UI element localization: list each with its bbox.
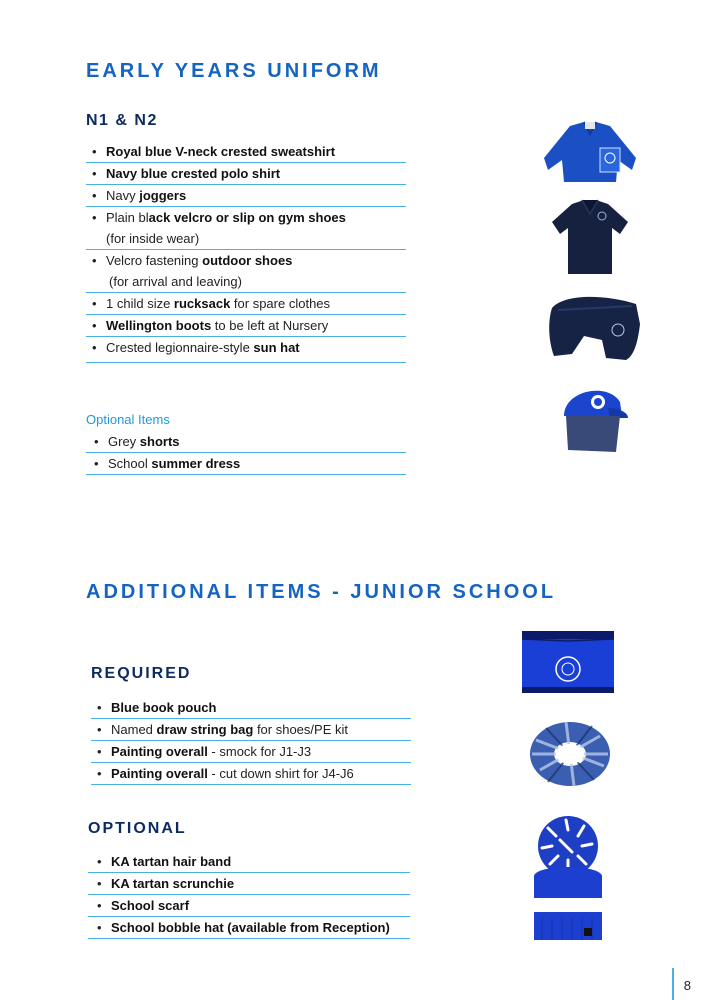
list-item: • Navy joggers — [86, 185, 406, 207]
optional-items-label: Optional Items — [86, 412, 170, 427]
page-title-early-years: EARLY YEARS UNIFORM — [86, 60, 382, 82]
list-item: • 1 child size rucksack for spare clothes — [86, 293, 406, 315]
list-item: • KA tartan scrunchie — [88, 873, 410, 895]
list-item: • Named draw string bag for shoes/PE kit — [91, 719, 411, 741]
list-item: • KA tartan hair band — [88, 851, 410, 873]
book-pouch-image — [520, 627, 616, 697]
page-number-divider — [672, 968, 674, 1000]
junior-optional-list — [88, 851, 410, 939]
early-years-optional-list — [86, 431, 406, 475]
list-item: • Royal blue V-neck crested sweatshirt — [86, 141, 406, 163]
polo-shirt-image — [548, 196, 632, 280]
list-item: • Blue book pouch — [91, 697, 411, 719]
early-years-list — [86, 141, 406, 363]
scrunchie-image — [526, 716, 614, 792]
required-list — [91, 697, 411, 785]
list-item: • Navy blue crested polo shirt — [86, 163, 406, 185]
required-title: REQUIRED — [91, 665, 192, 682]
list-item: • School scarf — [88, 895, 410, 917]
list-item: • Crested legionnaire-style sun hat — [86, 337, 406, 363]
sweatshirt-image — [540, 118, 640, 188]
sun-hat-image — [558, 378, 630, 458]
subtitle-n1-n2: N1 & N2 — [86, 112, 158, 129]
joggers-image — [544, 290, 644, 368]
list-item: • School bobble hat (available from Reception) — [88, 917, 410, 939]
list-item: • Painting overall - cut down shirt for J4-J6 — [91, 763, 411, 785]
list-item: • Velcro fastening outdoor shoes (for arrival and leaving) — [86, 250, 406, 293]
page-number: 8 — [683, 978, 691, 993]
list-item: • Plain black velcro or slip on gym shoes (for inside wear) — [86, 207, 406, 250]
optional-title: OPTIONAL — [88, 820, 187, 837]
bobble-hat-image — [526, 814, 610, 946]
list-item: • Grey shorts — [86, 431, 406, 453]
list-item: • School summer dress — [86, 453, 406, 475]
list-item: • Painting overall - smock for J1-J3 — [91, 741, 411, 763]
list-item: • Wellington boots to be left at Nursery — [86, 315, 406, 337]
page-title-junior-school: ADDITIONAL ITEMS - JUNIOR SCHOOL — [86, 581, 557, 603]
